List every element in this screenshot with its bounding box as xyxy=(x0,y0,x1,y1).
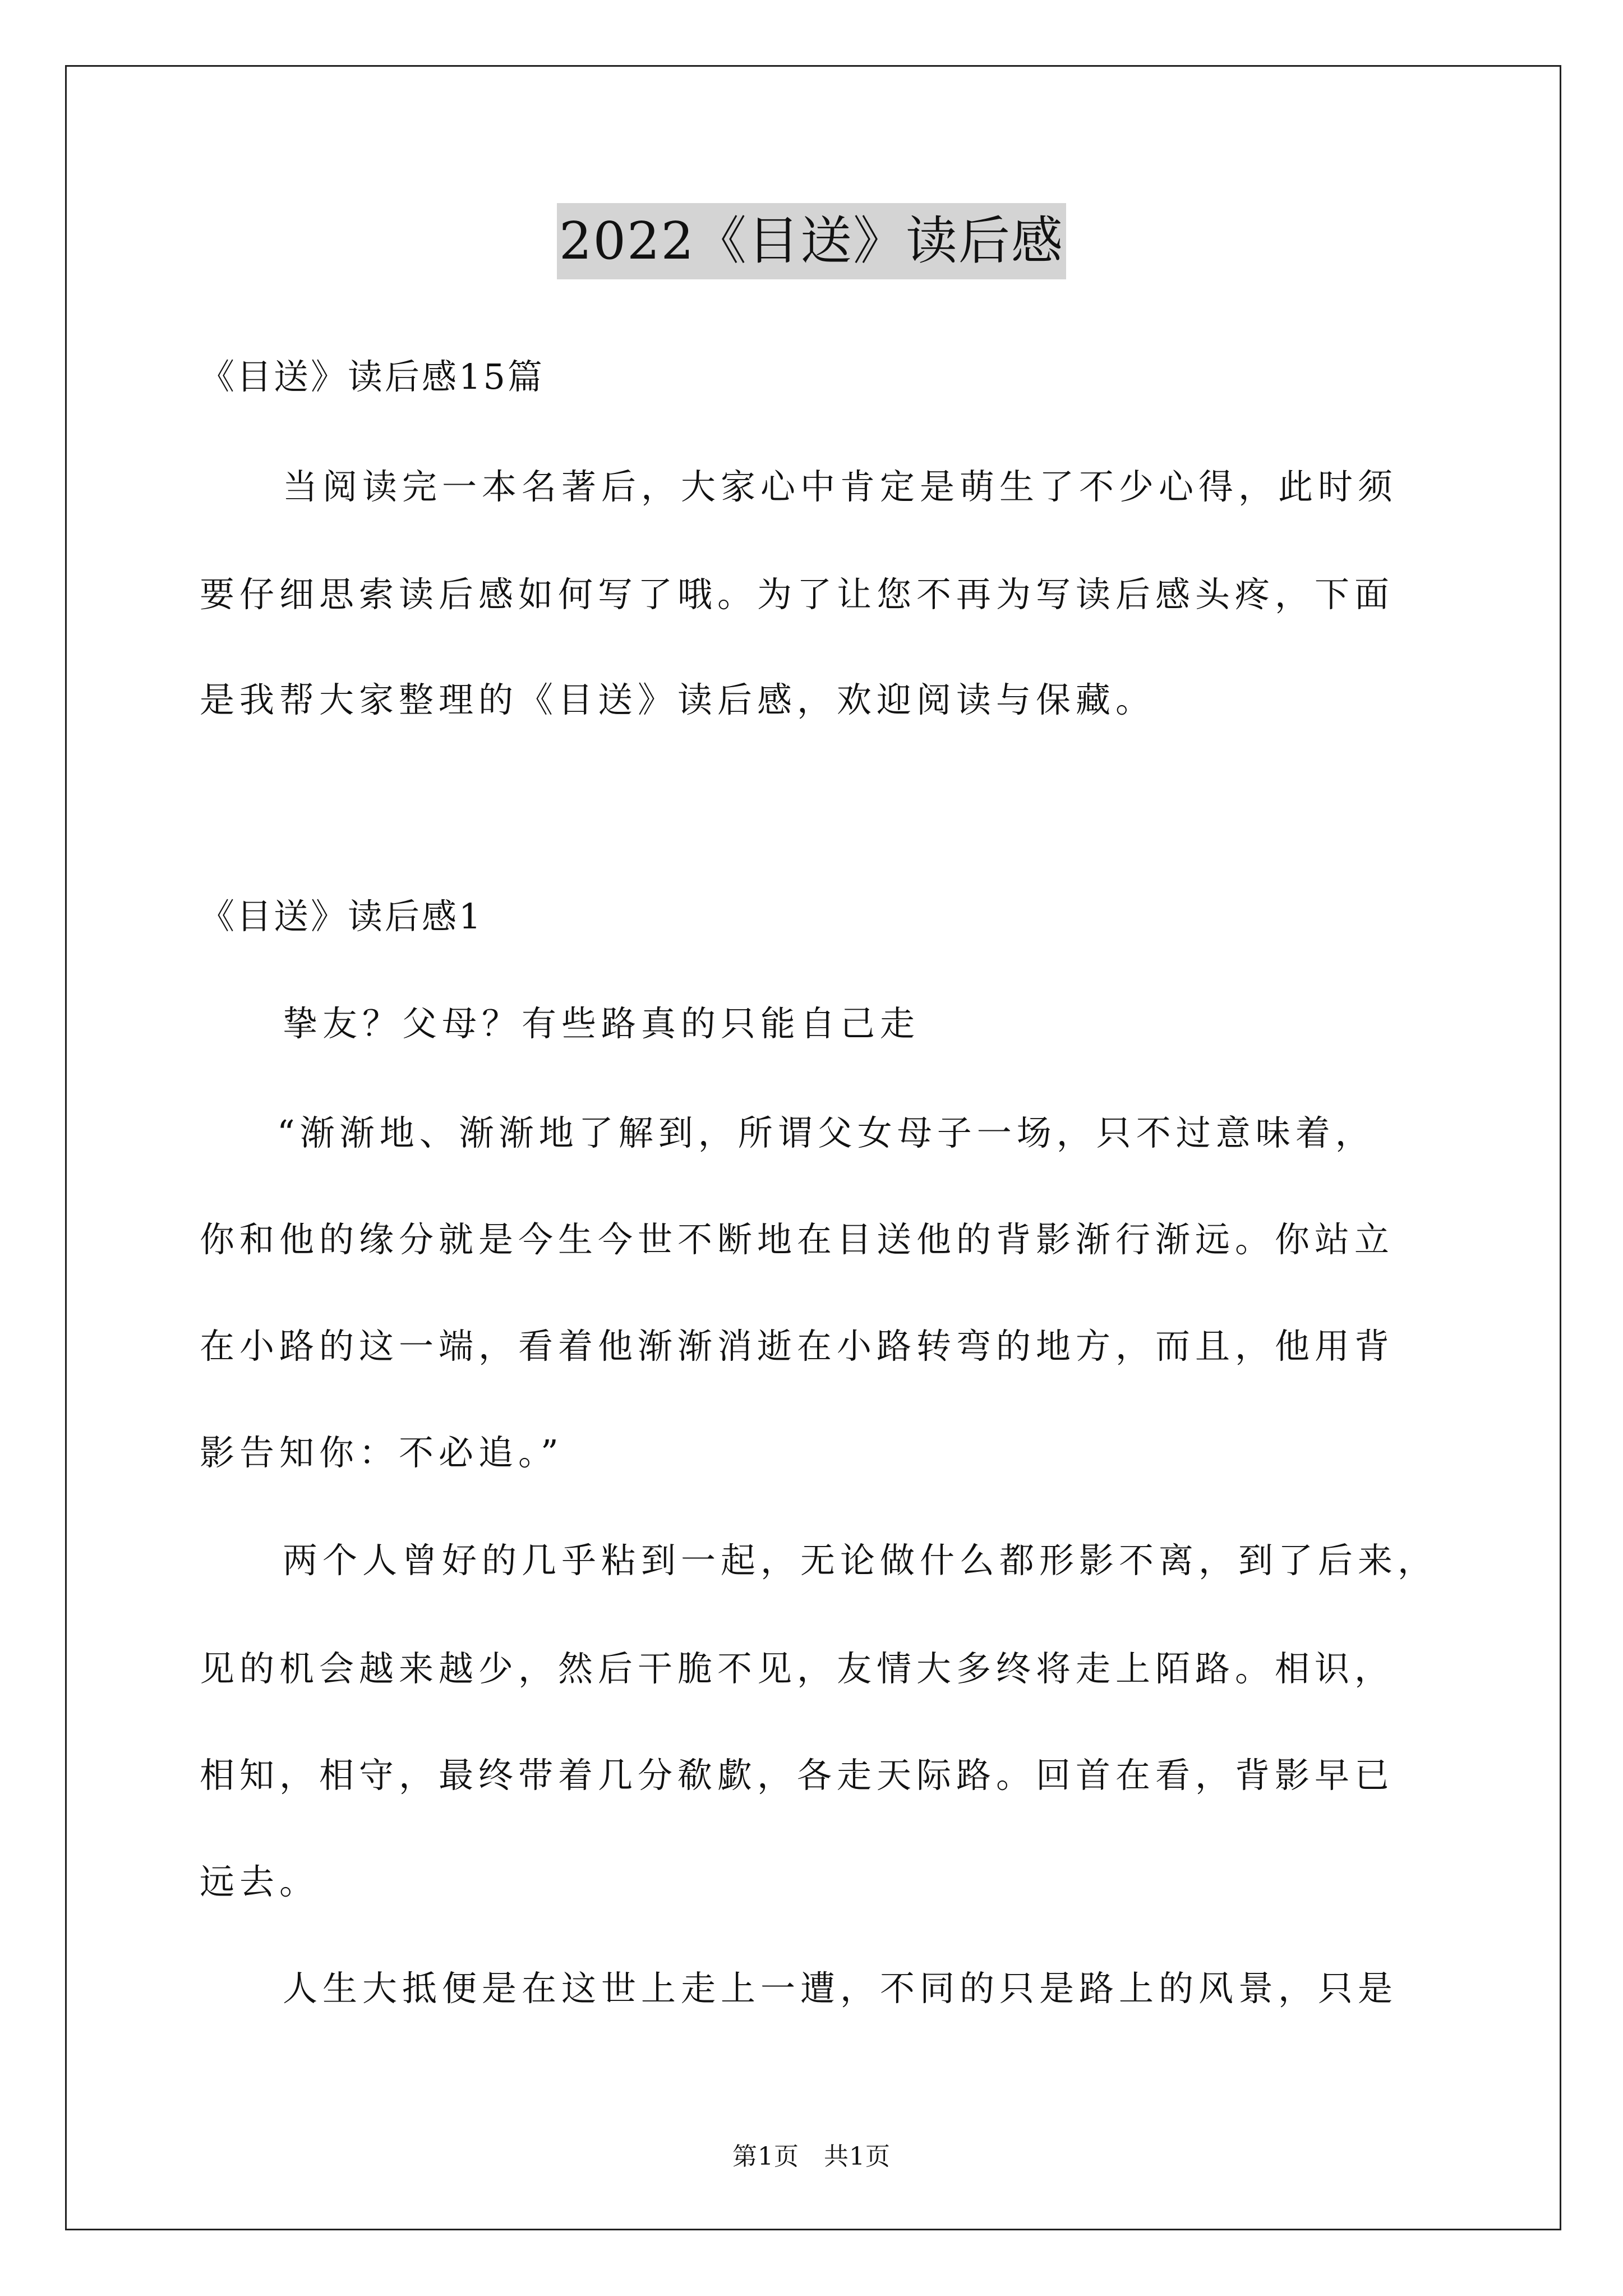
page-footer xyxy=(0,2140,1623,2174)
title-container xyxy=(0,203,1623,279)
section-heading: 《目送》读后感1 xyxy=(200,896,483,937)
quote-line: “渐渐地、渐渐地了解到，所谓父女母子一场，只不过意味着， xyxy=(277,1112,1375,1153)
intro-line: 要仔细思索读后感如何写了哦。为了让您不再为写读后感头疼，下面 xyxy=(200,574,1395,615)
intro-line: 当阅读完一本名著后，大家心中肯定是萌生了不少心得，此时须 xyxy=(283,466,1398,507)
intro-line: 是我帮大家整理的《目送》读后感，欢迎阅读与保藏。 xyxy=(200,679,1156,720)
paragraph-line: 远去。 xyxy=(200,1861,320,1902)
quote-line: 影告知你：不必追。” xyxy=(200,1432,564,1473)
paragraph-line: 两个人曾好的几乎粘到一起，无论做什么都形影不离，到了后来， xyxy=(283,1540,1438,1581)
page-total: 共1页 xyxy=(824,2142,891,2171)
document-title: 2022《目送》读后感 xyxy=(557,203,1066,279)
paragraph-line: 人生大抵便是在这世上走上一遭，不同的只是路上的风景，只是 xyxy=(283,1968,1398,2009)
paragraph-line: 见的机会越来越少，然后干脆不见，友情大多终将走上陌路。相识， xyxy=(200,1648,1395,1689)
document-subtitle: 《目送》读后感15篇 xyxy=(200,356,545,397)
page-number: 第1页 xyxy=(732,2142,799,2171)
quote-line: 你和他的缘分就是今生今世不断地在目送他的背影渐行渐远。你站立 xyxy=(200,1219,1395,1260)
quote-line: 在小路的这一端，看着他渐渐消逝在小路转弯的地方，而且，他用背 xyxy=(200,1326,1395,1366)
section-lead: 挚友？父母？有些路真的只能自己走 xyxy=(283,1003,920,1044)
paragraph-line: 相知，相守，最终带着几分欷歔，各走天际路。回首在看，背影早已 xyxy=(200,1755,1395,1796)
